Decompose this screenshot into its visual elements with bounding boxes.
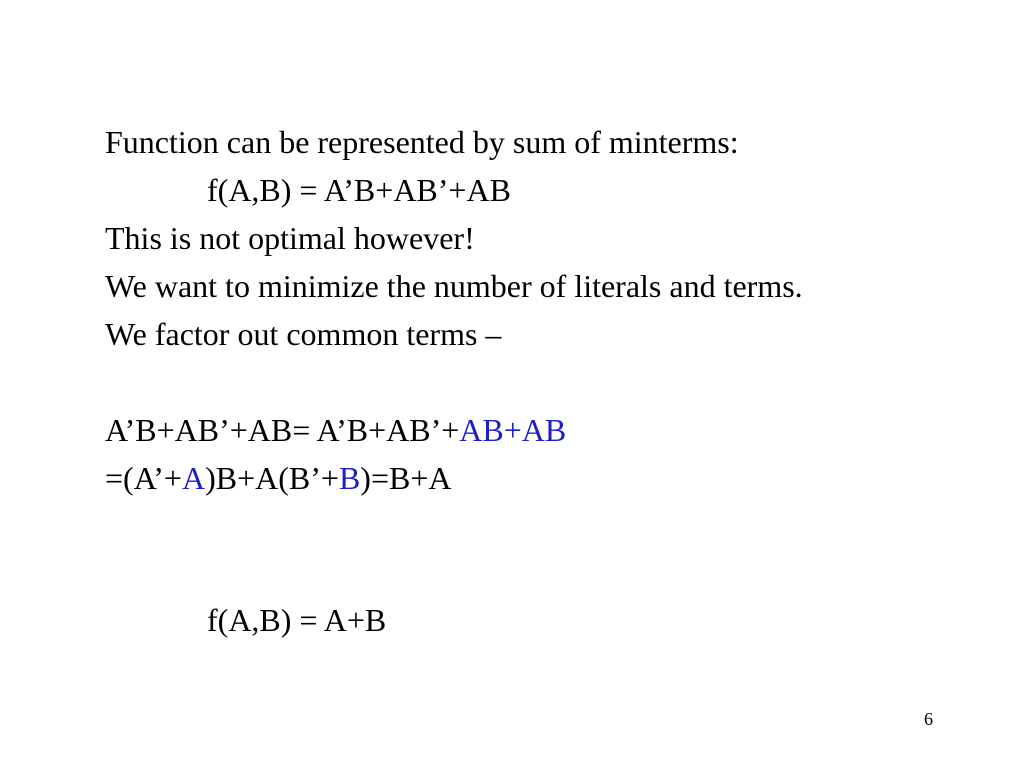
highlight-b: B: [338, 460, 361, 496]
intro-text: Function can be represented by sum of minterms:: [105, 124, 739, 160]
page-number: 6: [924, 709, 933, 729]
derivation-step-2-part1: =(A’+: [105, 460, 182, 496]
derivation-step-2: [105, 458, 451, 498]
derivation-step-2-part2: )B+A(B’+: [205, 460, 339, 496]
minterm-expression: f(A,B) = A’B+AB’+AB: [207, 172, 511, 208]
derivation-step-2-part3: )=B+A: [360, 460, 452, 496]
derivation-step-1-text: A’B+AB’+AB= A’B+AB’+: [105, 412, 460, 448]
duplicated-term-highlight: AB+AB: [459, 412, 567, 448]
derivation-step-1: [105, 410, 566, 450]
not-optimal-text: This is not optimal however!: [105, 220, 475, 256]
minimize-text: We want to minimize the number of literals and terms.: [105, 268, 803, 304]
highlight-a: A: [181, 460, 206, 496]
factor-text: We factor out common terms –: [105, 316, 502, 352]
result-expression: f(A,B) = A+B: [207, 602, 387, 638]
